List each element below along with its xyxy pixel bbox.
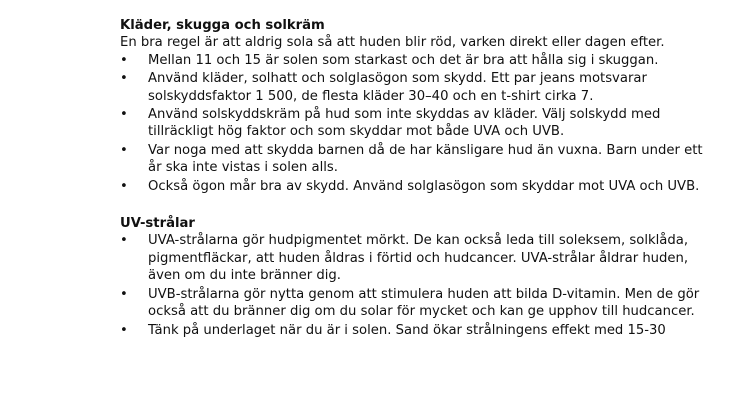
bullet-icon: • xyxy=(120,233,128,249)
bullet-icon: • xyxy=(120,322,128,338)
list-item-text: UVA-strålarna gör hudpigmentet mörkt. De kan också leda till soleksem, solklåda, pigmentfläckar, att huden åldras i förtid och hudcancer. UVA-strålar åldrar huden, även om du inte bränner dig. xyxy=(148,233,689,284)
list-item xyxy=(120,286,720,321)
bullet-list-protection xyxy=(120,52,720,195)
list-item xyxy=(120,106,720,141)
bullet-icon: • xyxy=(120,142,128,158)
list-item-text: Också ögon mår bra av skydd. Använd solglasögon som skyddar mot UVA och UVB. xyxy=(148,178,700,194)
intro-paragraph: En bra regel är att aldrig sola så att huden blir röd, varken direkt eller dagen efter. xyxy=(120,35,665,51)
bullet-icon: • xyxy=(120,52,128,68)
bullet-icon: • xyxy=(120,107,128,123)
section-heading-clothes-shade-sunscreen: Kläder, skugga och solkräm xyxy=(120,18,325,33)
section-spacer xyxy=(120,196,720,215)
list-item xyxy=(120,322,720,339)
bullet-icon: • xyxy=(120,286,128,302)
bullet-icon: • xyxy=(120,178,128,194)
list-item xyxy=(120,52,720,69)
list-item xyxy=(120,70,720,105)
document-page xyxy=(120,17,720,340)
bullet-icon: • xyxy=(120,71,128,87)
list-item xyxy=(120,178,720,195)
list-item-text: UVB-strålarna gör nytta genom att stimulera huden att bilda D-vitamin. Men de gör också att du bränner dig om du solar för mycket och kan ge upphov till hudcancer. xyxy=(148,286,700,320)
list-item-text: Använd solskyddskräm på hud som inte skyddas av kläder. Välj solskydd med tillräckligt hög faktor och som skyddar mot både UVA och UVB. xyxy=(148,107,661,140)
section-heading-uv-rays: UV-strålar xyxy=(120,216,195,232)
list-item xyxy=(120,142,720,177)
bullet-list-uv xyxy=(120,232,720,338)
list-item-text: Var noga med att skydda barnen då de har känsligare hud än vuxna. Barn under ett år ska inte vistas i solen alls. xyxy=(148,142,703,176)
list-item-text: Använd kläder, solhatt och solglasögon som skydd. Ett par jeans motsvarar solskyddsfaktor 1 500, de flesta kläder 30–40 och en t-shirt cirka 7. xyxy=(148,71,647,104)
list-item xyxy=(120,232,720,284)
list-item-text: Mellan 11 och 15 är solen som starkast och det är bra att hålla sig i skuggan. xyxy=(148,52,659,68)
list-item-text: Tänk på underlaget när du är i solen. Sand ökar strålningens effekt med 15-30 xyxy=(148,322,666,338)
